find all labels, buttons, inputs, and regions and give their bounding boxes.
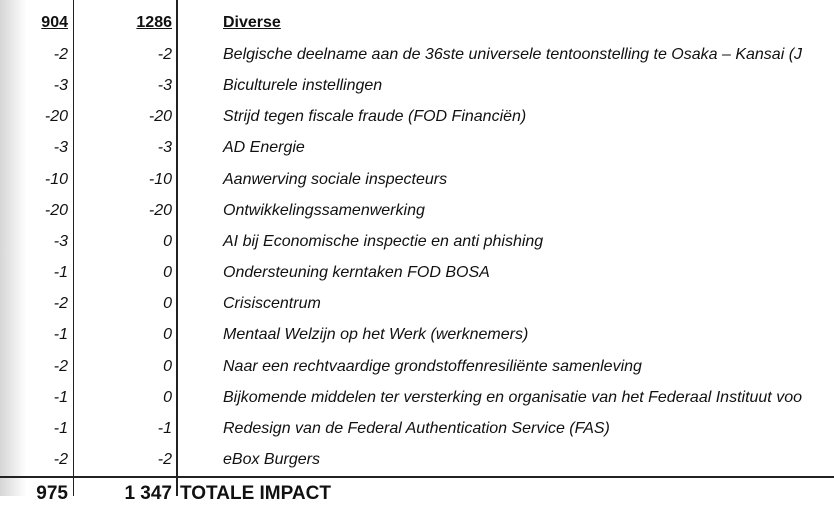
value-col2: -20 [148, 202, 172, 219]
total-label: TOTALE IMPACT [180, 483, 331, 504]
value-col2: 0 [163, 326, 172, 343]
row-label: Redesign van de Federal Authentication Service (FAS) [223, 420, 610, 437]
value-col1: -3 [53, 139, 68, 156]
header-col1: 904 [41, 14, 68, 31]
value-col2: -3 [157, 77, 172, 94]
value-col1: -1 [53, 389, 68, 406]
value-col1: -2 [53, 46, 68, 63]
value-col1: -3 [53, 233, 68, 250]
value-col2: 0 [163, 358, 172, 375]
row-label: Ondersteuning kerntaken FOD BOSA [223, 264, 490, 281]
table-row [0, 389, 834, 420]
value-col2: -3 [157, 139, 172, 156]
value-col2: -20 [148, 108, 172, 125]
row-label: Bijkomende middelen ter versterking en organisatie van het Federaal Instituut voo [223, 389, 802, 406]
table-row [0, 46, 834, 77]
value-col1: -2 [53, 295, 68, 312]
value-col1: -20 [44, 108, 68, 125]
value-col1: -2 [53, 358, 68, 375]
table-row [0, 264, 834, 295]
row-label: Belgische deelname aan de 36ste universele tentoonstelling te Osaka – Kansai (J [223, 46, 803, 63]
value-col1: -3 [53, 77, 68, 94]
header-row [0, 14, 834, 45]
row-label: AI bij Economische inspectie en anti phishing [223, 233, 544, 250]
row-label: Biculturele instellingen [223, 77, 383, 94]
total-col2: 1 347 [124, 483, 172, 504]
value-col1: -20 [44, 202, 68, 219]
value-col1: -1 [53, 264, 68, 281]
value-col1: -10 [44, 171, 68, 188]
value-col2: -10 [148, 171, 172, 188]
row-label: AD Energie [223, 139, 305, 156]
value-col1: -1 [53, 420, 68, 437]
table-row [0, 233, 834, 264]
row-label: Crisiscentrum [223, 295, 321, 312]
row-label: Strijd tegen fiscale fraude (FOD Financiën) [223, 108, 527, 125]
value-col2: -1 [157, 420, 172, 437]
value-col2: 0 [163, 264, 172, 281]
value-col2: 0 [163, 295, 172, 312]
table-row [0, 295, 834, 326]
row-label: Naar een rechtvaardige grondstoffenresiliënte samenleving [223, 358, 642, 375]
table-row [0, 326, 834, 357]
header-label: Diverse [223, 14, 281, 31]
row-label: Ontwikkelingssamenwerking [223, 202, 425, 219]
value-col2: -2 [157, 46, 172, 63]
row-label: eBox Burgers [223, 451, 320, 468]
table-row [0, 451, 834, 482]
value-col1: -2 [53, 451, 68, 468]
table-row [0, 171, 834, 202]
table-row [0, 139, 834, 170]
table-row [0, 108, 834, 139]
table-row [0, 358, 834, 389]
value-col2: 0 [163, 233, 172, 250]
value-col1: -1 [53, 326, 68, 343]
table-row [0, 420, 834, 451]
row-label: Aanwerving sociale inspecteurs [223, 171, 448, 188]
table-row [0, 202, 834, 233]
total-col1: 975 [36, 483, 68, 504]
value-col2: -2 [157, 451, 172, 468]
value-col2: 0 [163, 389, 172, 406]
header-col2: 1286 [136, 14, 172, 31]
table-row [0, 77, 834, 108]
row-label: Mentaal Welzijn op het Werk (werknemers) [223, 326, 529, 343]
